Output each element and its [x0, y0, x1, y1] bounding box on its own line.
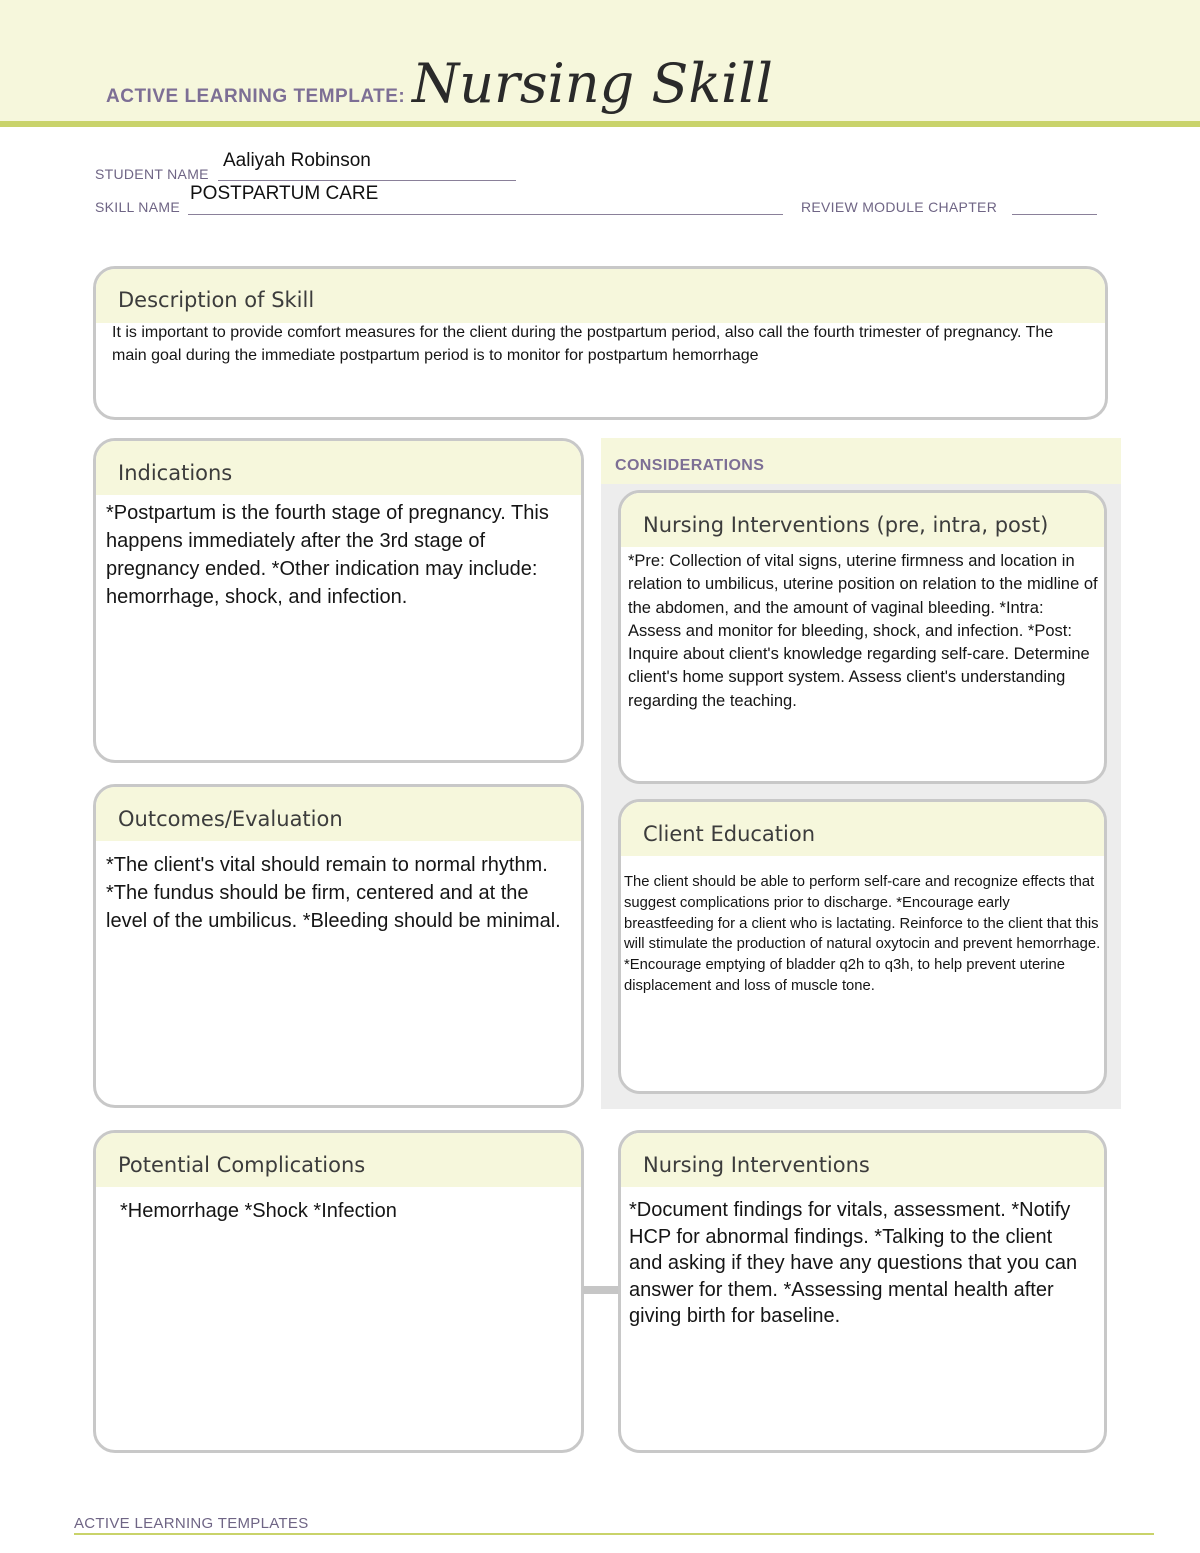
description-title: Description of Skill — [96, 269, 1105, 323]
template-title: Nursing Skill — [412, 52, 773, 115]
footer-label: ACTIVE LEARNING TEMPLATES — [74, 1515, 309, 1532]
outcomes-box — [93, 784, 584, 1108]
potential-complications-title: Potential Complications — [96, 1133, 581, 1187]
student-name-line — [218, 180, 516, 181]
outcomes-title: Outcomes/Evaluation — [96, 787, 581, 841]
header-rule — [0, 121, 1200, 127]
connector-bar — [583, 1286, 621, 1294]
nursing-interventions-pip-title: Nursing Interventions (pre, intra, post) — [621, 493, 1104, 547]
indications-text: *Postpartum is the fourth stage of pregnancy. This happens immediately after the 3rd stage of pregnancy ended. *Other indication may include: hemorrhage, shock, and infection. — [106, 502, 549, 608]
skill-name-value[interactable]: POSTPARTUM CARE — [190, 183, 379, 204]
nursing-interventions-pip-box — [618, 490, 1107, 784]
client-education-text: The client should be able to perform self-care and recognize effects that suggest complications prior to discharge. *Encourage early breastfeeding for a client who is lactating. Reinforce to the client that this will stimulate the production of natural oxytocin and prevent hemorrhage. *Encourage emptying of bladder q2h to q3h, to help prevent uterine displacement and loss of muscle tone. — [624, 874, 1101, 994]
nursing-interventions-pip-text: *Pre: Collection of vital signs, uterine firmness and location in relation to umbilicus, uterine position on relation to the midline of the abdomen, and the amount of vaginal bleeding. *Intra: Assess and monitor for bleeding, shock, and infection. *Post: Inquire about client's knowledge regarding self-care. Determine client's home support system. Assess client's understanding regarding the teaching. — [628, 552, 1098, 710]
skill-name-label: SKILL NAME — [95, 199, 180, 215]
template-label: ACTIVE LEARNING TEMPLATE: — [106, 86, 406, 107]
review-module-line[interactable] — [1012, 214, 1097, 215]
nursing-interventions-box — [618, 1130, 1107, 1453]
potential-complications-box — [93, 1130, 584, 1453]
client-education-title: Client Education — [621, 802, 1104, 856]
review-module-label: REVIEW MODULE CHAPTER — [801, 199, 998, 215]
description-box — [93, 266, 1108, 420]
indications-box — [93, 438, 584, 763]
client-education-box — [618, 799, 1107, 1094]
nursing-interventions-title: Nursing Interventions — [621, 1133, 1104, 1187]
nursing-interventions-text: *Document findings for vitals, assessment. *Notify HCP for abnormal findings. *Talking to the client and asking if they have any questions that you can answer for them. *Assessing mental health after giving birth for baseline. — [629, 1199, 1078, 1327]
indications-title: Indications — [96, 441, 581, 495]
description-text: It is important to provide comfort measures for the client during the postpartum period, also call the fourth trimester of pregnancy. The main goal during the immediate postpartum period is to monitor for postpartum hemorrhage — [112, 324, 1054, 364]
student-name-value[interactable]: Aaliyah Robinson — [223, 150, 371, 171]
footer-rule — [74, 1533, 1154, 1535]
potential-complications-text: *Hemorrhage *Shock *Infection — [120, 1200, 397, 1222]
skill-name-line — [188, 214, 783, 215]
outcomes-text: *The client's vital should remain to normal rhythm. *The fundus should be firm, centered and at the level of the umbilicus. *Bleeding should be minimal. — [106, 854, 561, 932]
student-name-label: STUDENT NAME — [95, 166, 209, 182]
considerations-label: CONSIDERATIONS — [615, 457, 765, 474]
